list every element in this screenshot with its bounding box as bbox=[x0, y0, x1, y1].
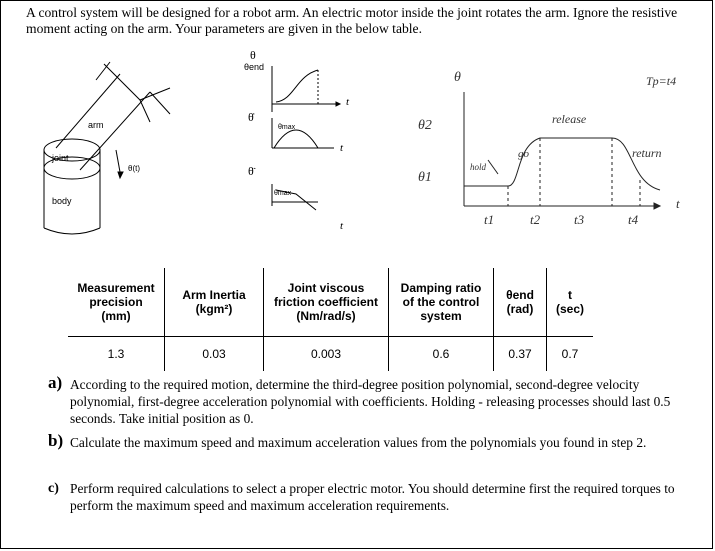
value-cell: 0.7 bbox=[547, 337, 594, 372]
time-label-3: t bbox=[340, 220, 344, 232]
hand-t4-label: t4 bbox=[628, 212, 639, 227]
time-label-1: t bbox=[346, 96, 350, 108]
header-cell: Measurement precision (mm) bbox=[68, 268, 165, 337]
value-cell: 0.6 bbox=[389, 337, 494, 372]
hand-t2-label: t2 bbox=[530, 212, 541, 227]
question-a: a) According to the required motion, determine the third-degree position polynomial, second-degree velocity polynomial, first-degree acceleration polynomial with coefficients. Holding - releasing processes should last 0.5 seconds. Take initial position as 0. bbox=[48, 373, 671, 426]
time-label-2: t bbox=[340, 142, 344, 154]
header-cell: θend (rad) bbox=[494, 268, 547, 337]
theta-label: θ bbox=[250, 48, 256, 62]
hand-hold-label: hold bbox=[470, 162, 487, 172]
header-cell: t (sec) bbox=[547, 268, 594, 337]
hand-period-note: Tp=t4 bbox=[646, 74, 677, 88]
question-c: c) Perform required calculations to select a proper electric motor. You should determine first the required torques to perform the maximum speed and maximum acceleration requirements. bbox=[48, 481, 675, 513]
question-b: b) Calculate the maximum speed and maximum acceleration values from the polynomials you found in step 2. bbox=[48, 431, 647, 450]
theta-ddot-label: θ̈ bbox=[248, 164, 254, 178]
hand-return-label: return bbox=[632, 146, 662, 160]
theta-dot-max-label: θ̇max bbox=[278, 124, 296, 131]
parameter-table bbox=[68, 268, 593, 371]
value-cell: 1.3 bbox=[107, 347, 125, 361]
angle-label: θ(t) bbox=[128, 164, 140, 173]
hand-t3-label: t3 bbox=[574, 212, 585, 227]
hand-t-label: t bbox=[676, 196, 680, 211]
value-cell: 0.03 bbox=[165, 337, 264, 372]
problem-intro: A control system will be designed for a robot arm. An electric motor inside the joint rotates the arm. Ignore the resistive moment acting on the arm. Your parameters are given in the below table. bbox=[26, 5, 678, 36]
header-cell: Joint viscous friction coefficient (Nm/rad/s) bbox=[264, 268, 389, 337]
hand-go-label: go bbox=[518, 148, 529, 160]
hand-theta2-label: θ2 bbox=[418, 118, 432, 133]
theta-dot-label: θ̇ bbox=[248, 110, 254, 124]
hand-release-label: release bbox=[552, 112, 587, 126]
value-cell: 0.37 bbox=[494, 337, 547, 372]
arm-label: arm bbox=[88, 120, 104, 130]
table-value-row bbox=[68, 337, 593, 372]
theta-end-label: θend bbox=[244, 62, 265, 72]
theta-ddot-max-label: θ̈max bbox=[274, 190, 292, 197]
body-label: body bbox=[52, 196, 72, 206]
hand-theta1-label: θ1 bbox=[418, 170, 432, 185]
header-cell: Arm Inertia (kgm²) bbox=[165, 268, 264, 337]
table-header-row bbox=[68, 268, 593, 337]
value-cell: 0.003 bbox=[264, 337, 389, 372]
header-cell: Damping ratio of the control system bbox=[389, 268, 494, 337]
hand-theta-label: θ bbox=[454, 70, 461, 85]
joint-label: joint bbox=[52, 153, 69, 163]
hand-t1-label: t1 bbox=[484, 212, 495, 227]
